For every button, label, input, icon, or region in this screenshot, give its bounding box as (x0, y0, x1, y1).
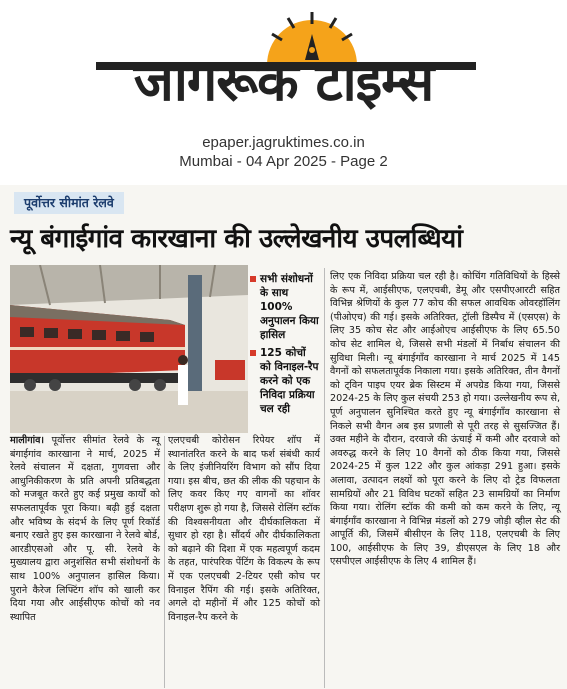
newspaper-logo: जागरूक टाइम्स (133, 50, 434, 113)
highlight-item: 125 कोचों को विनाइल-रैप करने को एक निविदा प्रक्रिया चल रही (250, 346, 320, 416)
masthead (0, 0, 567, 185)
article-column-2: एलएचबी कोरोसन रिपेयर शॉप में स्थानांतरित करने के बाद फर्श संबंधी कार्य के लिए इंजीनियरिंग विभाग को सौंप दिया गया। इस बीच, छत की लीक की पहचान के लिए कवर किए गए वागनों का शॉवर परीक्षण शुरू हो गया है, जिससे रोलिंग स्टॉक की विश्वसनीयता और दीर्घकालिकता में सुधार हो रहा है। सौंदर्य और दीर्घकालिकता को बढ़ाने की दिशा में एक महत्वपूर्ण कदम के तहत, पारंपरिक पेंटिंग के विकल्प के रूप में एक एलएचबी 2-टियर एसी कोच पर विनाइल रैपिंग की गई। इसके अतिरिक्त, अगले दो महीनों में और 125 कोचों को विनाइल-रैप करने के (168, 435, 320, 623)
column-divider (324, 268, 325, 688)
highlights-box (250, 272, 320, 420)
article-headline: न्यू बंगाईगांव कारखाना की उल्लेखनीय उपलब्धियां (10, 224, 463, 254)
epaper-url: epaper.jagruktimes.co.in (202, 134, 365, 151)
column-divider (164, 436, 165, 688)
column-text: पूर्वोत्तर सीमांत रेलवे के न्यू बंगाईगांव कारखाना ने मार्च, 2025 में रेलवे संचालन में दक्षता, गुणवत्ता और आधुनिकीकरण के प्रति अपनी प्रतिबद्धता को मजबूत करते हुए कई प्रमुख कार्यों को सफलतापूर्वक पूरा किया। बढ़ी हुई दक्षता और भविष्य के संदर्भ के लिए पूर्ण रिकॉर्ड बनाए रखते हुए इस कारखाना ने रेलवे बोर्ड, आरडीएसओ और पू. सी. रेलवे के मुख्यालय द्वारा अनुशंसित सभी संशोधनों के साथ 100% अनुपालन हासिल किया। पुराने कैरेज लिफ्टिंग शॉप को खाली कर दिया गया और आईसीएफ कोचों को नव स्थापित (10, 435, 160, 623)
article-photo (10, 265, 248, 433)
section-label: पूर्वोत्तर सीमांत रेलवे (14, 192, 124, 214)
edition-date-page: Mumbai - 04 Apr 2025 - Page 2 (179, 153, 388, 170)
highlight-item: सभी संशोधनों के साथ 100% अनुपालन किया हासिल (250, 272, 320, 342)
article-column-3: लिए एक निविदा प्रक्रिया चल रही है। कोचिंग गतिविधियों के हिस्से के रूप में, आईसीएफ, एलएचबी, डेमू और एसपीएआरटी सहित विभिन्न श्रेणियों के कुल 77 कोच की सफल आवधिक ओवरहॉलिंग (पीओएच) की गई। इसके अतिरिक्त, ट्रॉली डिस्पैच में (एसएस) के लिए 35 कोच सेट और आईओएच आईसीएफ के लिए 65.50 कोच सेट शामिल थे, जिससे सभी मंडलों में निर्बाध संचालन की सुविधा मिली। न्यू बंगाईगाँव कारखाना ने मार्च 2025 में 145 वैगनों को सफलतापूर्वक निकाला गया। इसके अतिरिक्त, तीन वैगनों को ट्विन पाइप एयर ब्रेक सिस्टम में अपग्रेड किया गया, जिससे 2024-25 के लिए कुल संचयी 253 हो गया। उल्लेखनीय रूप से, पूर्ण अनुपालन सुनिश्चित करते हुए न्यू बंगाईगाँव कारखाना से निकले सभी वैगन अब इस प्रणाली से पूरी तरह से सुसज्जित हैं। उक्त महीने के दौरान, दरवाजे की ऊंचाई में कमी और दरवाजे को अवरुद्ध करने के लिए 10 वैगनों को ठीक किया गया, जिससे 2024-25 में कुल 122 और कुल आंकड़ा 291 हुआ। इसके अलावा, उत्पादन लक्ष्यों को पूरा करने के लिए दो ट्रेड विफलता सामग्रियों और 21 विविध घटकों सहित 23 सामग्रियों का निर्माण किया गया। रोलिंग स्टॉक की कमी को कम करने के लिए, न्यू बंगाईगाँव कारखाना ने विभिन्न मंडलों को 279 जोड़ी व्हील सेट की आपूर्ति की, जिसमें बीसीएन के लिए 118, एलएचबी के लिए 100, आईसीएफ के लिए 39, डीएसएल के लिए 18 और एसपीएल आईसीएफ के लिए 4 शामिल हैं। (330, 271, 560, 568)
article-column-1 (10, 434, 160, 624)
dateline: मालीगांव। (10, 435, 45, 446)
